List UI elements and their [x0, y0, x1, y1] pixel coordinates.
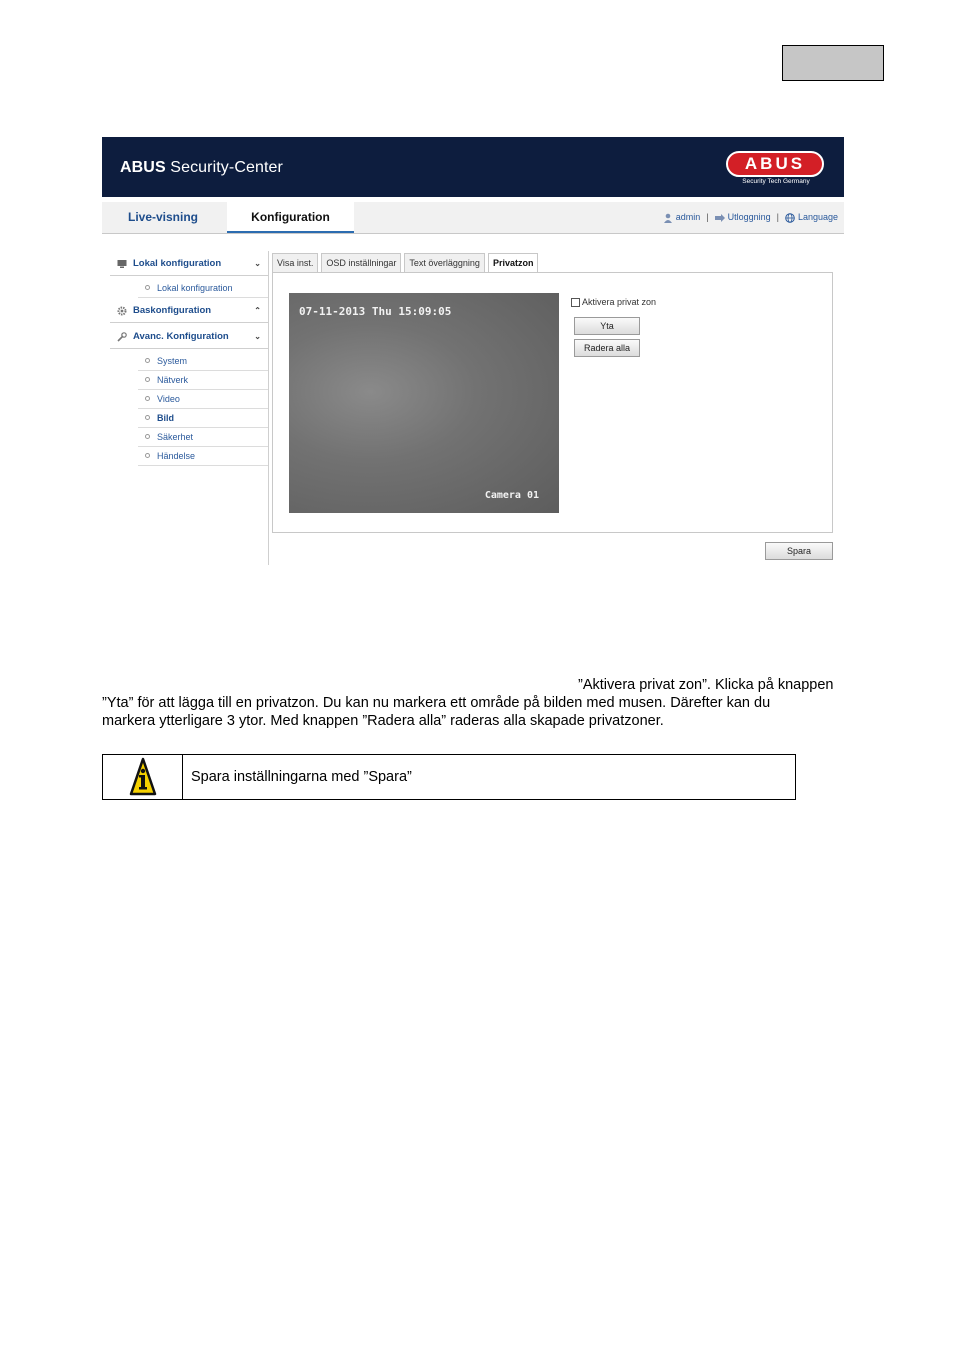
gear-icon [117, 306, 127, 316]
app-title: ABUS Security-Center [120, 159, 283, 176]
sidebar-item-label: Bild [157, 413, 174, 423]
sidebar-group-advanced-config[interactable] [110, 326, 268, 349]
user-name: admin [675, 212, 701, 222]
user-icon [663, 213, 673, 223]
bullet-icon [145, 434, 150, 439]
camera-label: Camera 01 [484, 490, 539, 501]
save-button[interactable]: Spara [765, 542, 833, 560]
note-icon-cell [103, 755, 183, 799]
globe-icon [785, 213, 795, 223]
logo-mark: ABUS [726, 151, 824, 177]
paragraph-line: ”Yta” för att lägga till en privatzon. Du kan nu markera ett område på bilden med musen. Därefter kan du [102, 695, 771, 711]
sidebar-item-label: Säkerhet [157, 432, 194, 442]
sidebar-item-label: Händelse [157, 451, 196, 461]
sidebar-item-label: System [157, 356, 188, 366]
logo-tagline: Security Tech Germany [742, 178, 810, 185]
sidebar-item-event[interactable] [138, 447, 268, 466]
enable-privacy-zone-label: Aktivera privat zon [582, 297, 657, 307]
sidebar-item-label: Nätverk [157, 375, 189, 385]
video-timestamp: 07-11-2013 Thu 15:09:05 [299, 305, 452, 318]
instruction-paragraph [102, 676, 862, 730]
sidebar-divider [268, 251, 269, 565]
sidebar-item-label: Lokal konfiguration [157, 283, 233, 293]
web-interface-screenshot [102, 137, 844, 565]
logout-icon [715, 213, 725, 223]
main-nav [102, 202, 844, 234]
bullet-icon [145, 396, 150, 401]
user-bar [663, 202, 838, 233]
info-note [102, 754, 796, 800]
sidebar-group-local-config[interactable] [110, 253, 268, 276]
chevron-down-icon: ⌄ [254, 259, 261, 268]
sidebar-group-basic-config[interactable] [110, 300, 268, 323]
logout-link[interactable] [715, 202, 771, 233]
sidebar-group-label: Avanc. Konfiguration [133, 331, 229, 342]
area-button[interactable]: Yta [574, 317, 640, 335]
warning-info-icon [103, 755, 182, 799]
language-link[interactable] [785, 202, 838, 233]
privacy-zone-panel [272, 272, 833, 533]
tab-display-settings[interactable]: Visa inst. [272, 253, 318, 272]
enable-privacy-zone-checkbox[interactable] [571, 298, 580, 307]
tab-text-overlay[interactable]: Text överläggning [404, 253, 485, 272]
sidebar-item-network[interactable] [138, 371, 268, 390]
sidebar-item-system[interactable] [138, 352, 268, 371]
note-text: Spara inställningarna med ”Spara” [191, 769, 412, 785]
video-preview[interactable] [289, 293, 559, 513]
separator: | [706, 212, 709, 222]
sidebar [110, 253, 268, 466]
sidebar-item-image[interactable] [138, 409, 268, 428]
sidebar-group-label: Lokal konfiguration [133, 258, 222, 269]
tab-live-view[interactable]: Live-visning [127, 210, 198, 224]
chevron-up-icon: ⌃ [254, 306, 261, 315]
tab-osd-settings[interactable]: OSD inställningar [321, 253, 401, 272]
sidebar-item-label: Video [157, 394, 180, 404]
bullet-icon [145, 453, 150, 458]
tab-privacy-zone[interactable]: Privatzon [488, 253, 539, 273]
bullet-icon [145, 285, 150, 290]
sidebar-group-label: Baskonfiguration [133, 305, 212, 316]
enable-privacy-zone-toggle[interactable] [571, 297, 656, 307]
bullet-icon [145, 415, 150, 420]
abus-logo [724, 149, 828, 185]
paragraph-line: ”Aktivera privat zon”. Klicka på knappen [578, 677, 834, 693]
wrench-icon [117, 332, 127, 342]
tab-configuration[interactable]: Konfiguration [227, 202, 354, 233]
chevron-down-icon: ⌄ [254, 332, 261, 341]
header-banner [102, 137, 844, 197]
bullet-icon [145, 358, 150, 363]
separator: | [776, 212, 779, 222]
sidebar-item-local-config[interactable] [138, 279, 268, 298]
logout-label: Utloggning [727, 212, 771, 222]
monitor-icon [117, 259, 127, 269]
bullet-icon [145, 377, 150, 382]
paragraph-line: markera ytterligare 3 ytor. Med knappen ”Radera alla” raderas alla skapade privatzoner. [102, 713, 664, 729]
language-label: Language [797, 212, 838, 222]
clear-all-button[interactable]: Radera alla [574, 339, 640, 357]
sidebar-item-security[interactable] [138, 428, 268, 447]
sidebar-item-video[interactable] [138, 390, 268, 409]
page-language-box [782, 45, 884, 81]
settings-subtabs [272, 253, 538, 272]
user-menu[interactable] [663, 202, 701, 233]
